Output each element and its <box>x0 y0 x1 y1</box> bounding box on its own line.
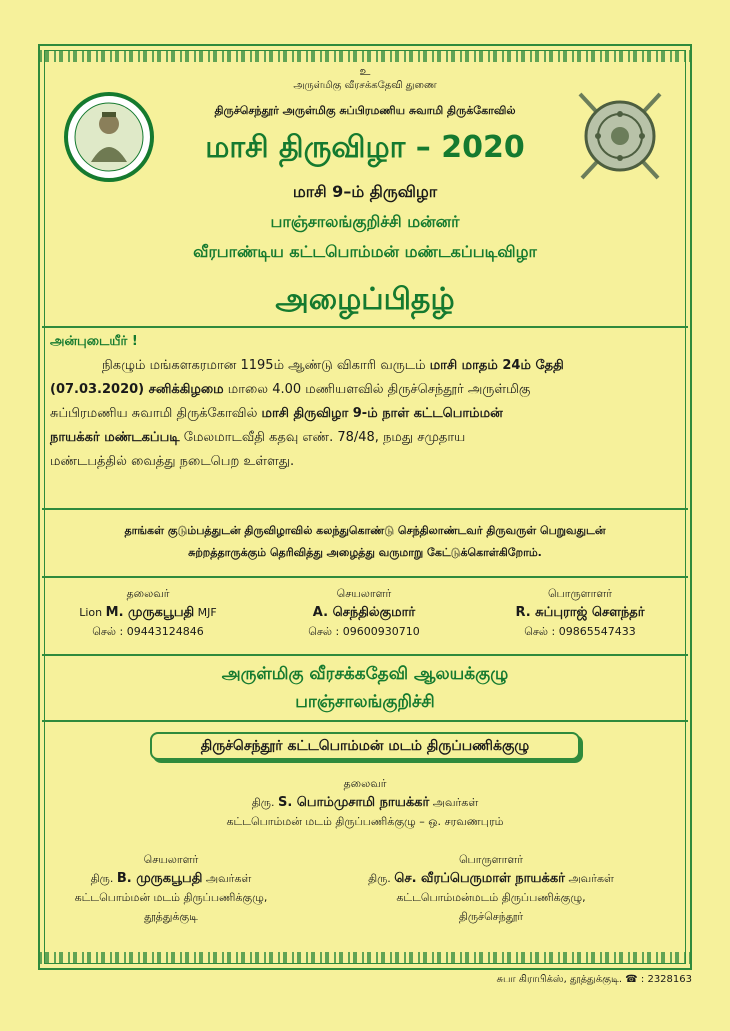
ornament-top <box>40 50 690 62</box>
officer-treasurer: பொருளாளர் R. சுப்புராஜ் சௌந்தர் செல் : 09865547433 <box>515 587 645 638</box>
om-symbol: உ <box>359 64 371 78</box>
committee-line-2: பாஞ்சாலங்குறிச்சி <box>295 692 435 712</box>
request-text: தாங்கள் குடும்பத்துடன் திருவிழாவில் கலந்துகொண்டு செந்திலாண்டவர் திருவருள் பெறுவதுடன் சுற்றத்தாருக்கும் தெரிவித்து அழைத்து வருமாறு கேட்டுக்கொள்கிறோம். <box>124 524 606 559</box>
printer-credit: சுபா கிராபிக்ஸ், தூத்துக்குடி. ☎ : 2328163 <box>496 974 692 985</box>
divider <box>42 720 688 722</box>
officer-president: தலைவர் Lion M. முருகபூபதி MJF செல் : 09443124846 <box>79 587 217 638</box>
para-line-1: நிகழும் மங்களகரமான 1195ம் ஆண்டு விகாரி வருடம் மாசி மாதம் 24ம் தேதி <box>102 358 564 373</box>
madam-president: தலைவர் திரு. S. பொம்முசாமி நாயக்கர் அவர்கள் கட்டபொம்மன் மடம் திருப்பணிக்குழு – ஒ. சரவணபுரம் <box>226 777 504 828</box>
mandakapadi-line: வீரபாண்டிய கட்டபொம்மன் மண்டகப்படிவிழா <box>193 242 537 261</box>
festival-day: மாசி 9–ம் திருவிழா <box>292 182 438 201</box>
officer-secretary: செயலாளர் A. செந்தில்குமார் செல் : 09600930710 <box>308 587 420 638</box>
divider <box>42 576 688 578</box>
place-line: பாஞ்சாலங்குறிச்சி மன்னர் <box>270 212 460 231</box>
invitation-heading: அழைப்பிதழ் <box>275 282 455 317</box>
committee-line-1: அருள்மிகு வீரசக்கதேவி ஆலயக்குழு <box>221 664 509 684</box>
divider <box>42 508 688 510</box>
para-line-4: நாயக்கர் மண்டகப்படி மேலமாடவீதி கதவு எண். 78/48, நமது சமுதாய <box>50 430 466 445</box>
temple-line: திருச்செந்தூர் அருள்மிகு சுப்பிரமணிய சுவாமி திருக்கோவில் <box>214 104 516 117</box>
festival-title: மாசி திருவிழா – 2020 <box>205 130 525 165</box>
madam-treasurer: பொருளாளர் திரு. செ. வீரப்பெருமாள் நாயக்கர் அவர்கள் கட்டபொம்மன்மடம் திருப்பணிக்குழு, திருச்செந்தூர் <box>368 853 614 923</box>
greeting: அன்புடையீர் ! <box>50 334 138 349</box>
para-line-2: (07.03.2020) சனிக்கிழமை மாலை 4.00 மணியளவில் திருச்செந்தூர் அருள்மிகு <box>50 382 531 397</box>
invitation-body <box>50 330 680 474</box>
para-line-3: சுப்பிரமணிய சுவாமி திருக்கோவில் மாசி திருவிழா 9-ம் நாள் கட்டபொம்மன் <box>50 406 503 421</box>
madam-secretary: செயலாளர் திரு. B. முருகபூபதி அவர்கள் கட்டபொம்மன் மடம் திருப்பணிக்குழு, தூத்துக்குடி <box>74 853 268 923</box>
madam-committee-badge: திருச்செந்தூர் கட்டபொம்மன் மடம் திருப்பணிக்குழு <box>150 732 580 760</box>
para-line-5: மண்டபத்தில் வைத்து நடைபெற உள்ளது. <box>50 454 295 469</box>
divider <box>42 654 688 656</box>
ornament-bottom <box>40 952 690 964</box>
blessing-line: அருள்மிகு வீரசக்கதேவி துணை <box>293 80 437 91</box>
divider <box>42 326 688 328</box>
